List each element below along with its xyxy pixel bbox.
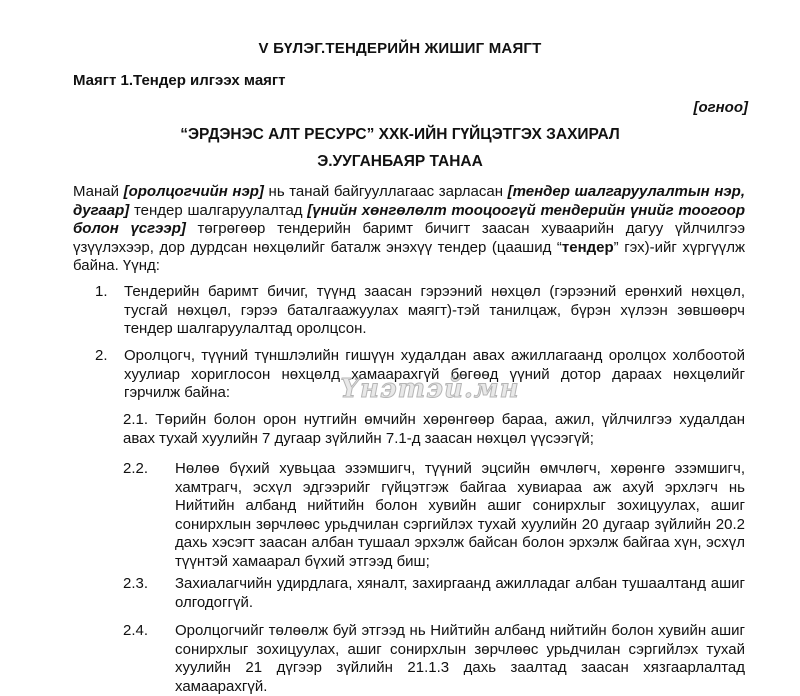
sub-list-item xyxy=(123,575,745,612)
list-item-number: 1. xyxy=(95,283,108,300)
sub-list-item xyxy=(123,460,745,571)
list-item xyxy=(95,347,745,403)
intro-paragraph xyxy=(73,183,745,276)
sub-list-item xyxy=(123,622,745,696)
sub-list-item-number: 2.2. xyxy=(123,460,149,477)
sub-list-item-text: Оролцогчийг төлөөлж буй этгээд нь Нийтийн албанд нийтийн болон хувийн ашиг сонирхлыг зохицуулах, ашиг сонирхлын зөрчлөөс урьдчилан сэргийлэх тухай хуулийн 21 дүгээр зүйлийн 21.1.3 дахь заалтад заасан хязгаарлалтад хамаарахгүй. xyxy=(175,622,745,695)
list-item-number: 2. xyxy=(95,347,108,364)
watermark-text: Үнэтэй.мн xyxy=(340,374,520,404)
tender-term: тендер xyxy=(561,238,614,256)
list-item xyxy=(95,283,745,339)
sub-list-item-number: 2.4. xyxy=(123,622,149,639)
tender-name-placeholder: [тендер шалгаруулалтын нэр, дугаар] xyxy=(73,183,745,219)
recipient-title: “ЭРДЭНЭС АЛТ РЕСУРС” ХХК-ИЙН ГҮЙЦЭТГЭХ ЗАХИРАЛ xyxy=(180,126,620,143)
date-placeholder: [огноо] xyxy=(693,99,748,116)
sub-list-item-number: 2.1. xyxy=(123,411,149,428)
sub-list-item-number: 2.3. xyxy=(123,575,149,592)
recipient-name: Э.УУГАНБАЯР ТАНАА xyxy=(317,153,483,170)
intro-text-3: тендер шалгаруулалтад xyxy=(129,201,308,219)
intro-text-5: ” гэх)-ийг хүргүүлж байна. Үүнд: xyxy=(73,238,745,274)
sub-list-item-text: Төрийн болон орон нутгийн өмчийн хөрөнгөөр бараа, ажил, үйлчилгээ худалдан авах тухай хуулийн 7 дугаар зүйлийн 7.1-д заасан нөхцөл үүсээгүй; xyxy=(123,411,745,447)
sub-list-item-text: Нөлөө бүхий хувьцаа эзэмшигч, түүний эцсийн өмчлөгч, хөрөнгө эзэмшигч, хамтрагч, эсхүл эдгээрийг гүйцэтгэж байгаа хувиараа аж ахуй эрхлэгч нь Нийтийн албанд нийтийн болон хувийн ашиг сонирхлыг зохицуулах, ашиг сонирхлын зөрчлөөс урьдчилан сэргийлэх тухай хуулийн 20 дугаар зүйлийн 20.2 дахь хэсэгт заасан албан тушаал эрхэлж байсан болон эрхэлж байгаа хүн, эсхүл түүнтэй хамаарал бүхий этгээд биш; xyxy=(175,460,745,570)
tender-price-placeholder: [үнийн хөнгөлөлт тооцоогүй тендерийн үнийг тоогоор болон үсгээр] xyxy=(73,201,745,237)
list-item-text: Оролцогч, түүний түншлэлийн гишүүн худалдан авах ажиллагаанд оролцох холбоотой хуулиар хориглосон нөхцөлд хамаарахгүй бөгөөд үүний дотор дараах нөхцөлийг гэрчилж байна: xyxy=(124,347,745,401)
chapter-title: V БҮЛЭГ.ТЕНДЕРИЙН ЖИШИГ МАЯГТ xyxy=(258,40,542,57)
intro-text-4: төгрөгөөр тендерийн баримт бичигт заасан хуваарийн дагуу үйлчилгээ үзүүлэхээр, дор дурдсан нөхцөлийг баталж энэхүү тендер (цаашид “ xyxy=(73,220,745,256)
sub-list-item-text: Захиалагчийн удирдлага, хяналт, захиргаанд ажилладаг албан тушаалтанд ашиг олгодоггүй. xyxy=(175,575,745,611)
form-heading: Маягт 1.Тендер илгээх маягт xyxy=(73,72,286,89)
intro-text-1: Манай xyxy=(73,183,124,200)
participant-name-placeholder: [оролцогчийн нэр] xyxy=(123,183,264,200)
intro-text-2: нь танай байгууллагаас зарласан xyxy=(263,183,508,200)
sub-list-item xyxy=(123,411,745,448)
list-item-text: Тендерийн баримт бичиг, түүнд заасан гэрээний нөхцөл (гэрээний ерөнхий нөхцөл, тусгай нөхцөл, гэрээ баталгаажуулах маягт)-тэй танилцаж, бүрэн хүлээн зөвшөөрч тендер шалгаруулалтад оролцсон. xyxy=(124,283,745,337)
